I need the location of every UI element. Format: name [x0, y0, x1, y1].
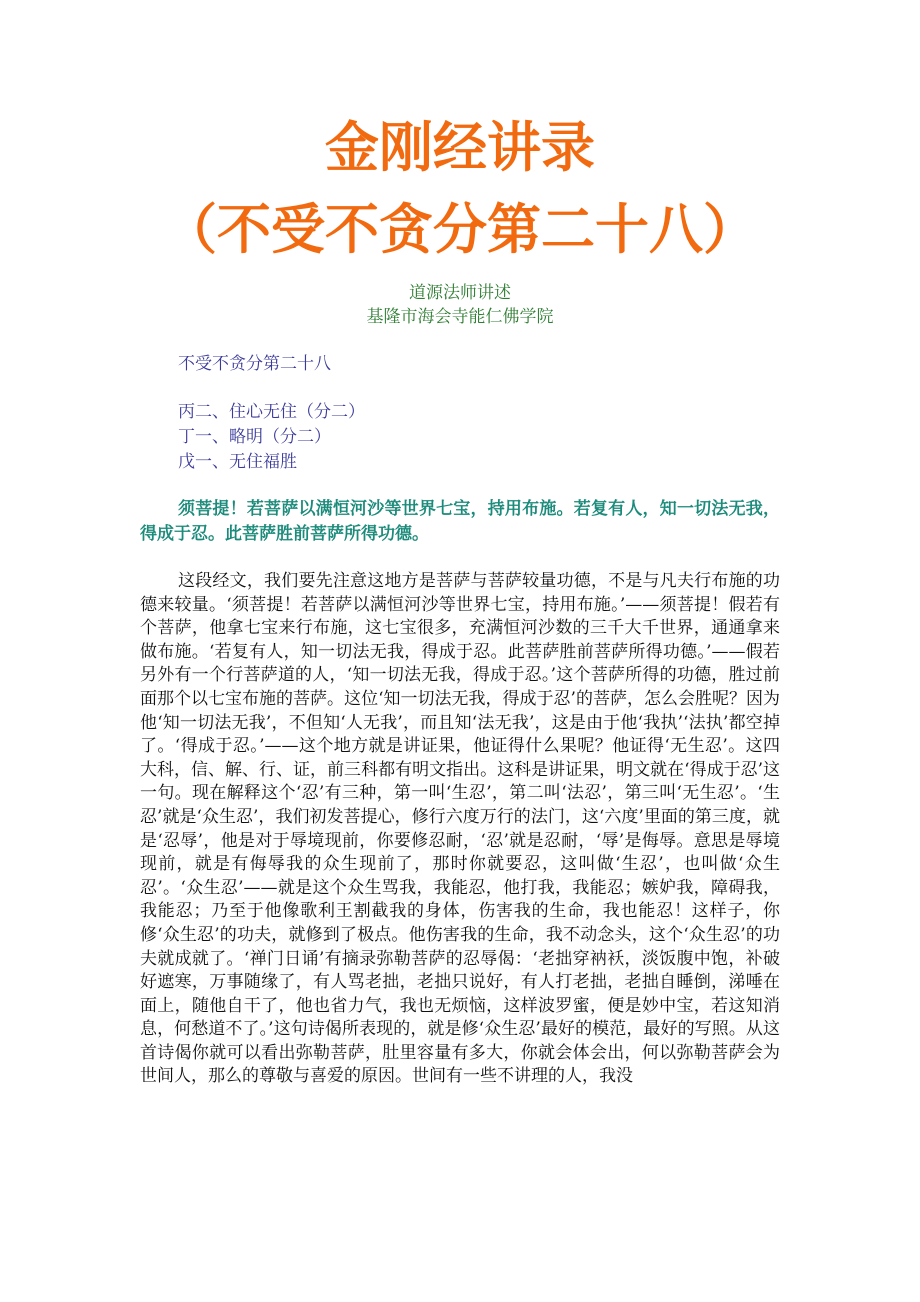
- section-heading: 不受不贪分第二十八: [178, 354, 331, 374]
- outline-item: 戊一、无住福胜: [178, 452, 297, 472]
- institution-credit: 基隆市海会寺能仁佛学院: [366, 307, 554, 327]
- speaker-credit: 道源法师讲述: [409, 283, 511, 303]
- document-title-line-1: 金刚经讲录: [325, 116, 595, 179]
- commentary-paragraph: 这段经文，我们要先注意这地方是菩萨与菩萨较量功德，不是与凡夫行布施的功德来较量。‘须菩提！若菩萨以满恒河沙等世界七宝，持用布施。’——须菩提！假若有个菩萨，他拿七宝来行布施，这七宝很多，充满恒河沙数的三千大千世界，通通拿来做布施。‘若复有人，知一切法无我，得成于忍。此菩萨胜前菩萨所得功德。’——假若另外有一个行菩萨道的人，‘知一切法无我，得成于忍。’这个菩萨所得的功德，胜过前面那个以七宝布施的菩萨。这位‘知一切法无我，得成于忍’的菩萨，怎么会胜呢？因为他‘知一切法无我’，不但知‘人无我’，而且知‘法无我’，这是由于他‘我执’‘法执’都空掉了。‘得成于忍。’——这个地方就是讲证果，他证得什么果呢？他证得‘无生忍’。这四大科，信、解、行、证，前三科都有明文指出。这科是讲证果，明文就在‘得成于忍’这一句。现在解释这个‘忍’有三种，第一叫‘生忍’，第二叫‘法忍’，第三叫‘无生忍’。‘生忍’就是‘众生忍’，我们初发菩提心，修行六度万行的法门，这‘六度’里面的第三度，就是‘忍辱’，他是对于辱境现前，你要修忍耐，‘忍’就是忍耐，‘辱’是侮辱。意思是辱境现前，就是有侮辱我的众生现前了，那时你就要忍，这叫做‘生忍’，也叫做‘众生忍’。‘众生忍’——就是这个众生骂我，我能忍，他打我，我能忍；嫉妒我，障碍我，我能忍；乃至于他像歌利王割截我的身体，伤害我的生命，我也能忍！这样子，你修‘众生忍’的功夫，就修到了极点。他伤害我的生命，我不动念头，这个‘众生忍’的功夫就成就了。‘禅门日诵’有摘录弥勒菩萨的忍辱偈：‘老拙穿衲袄，淡饭腹中饱，补破好遮寒，万事随缘了，有人骂老拙，老拙只说好，有人打老拙，老拙自睡倒，涕唾在面上，随他自干了，他也省力气，我也无烦恼，这样波罗蜜，便是妙中宝，若这知消息，何愁道不了。’这句诗偈所表现的，就是修‘众生忍’最好的模范，最好的写照。从这首诗偈你就可以看出弥勒菩萨，肚里容量有多大，你就会体会出，何以弥勒菩萨会为世间人，那么的尊敬与喜爱的原因。世间有一些不讲理的人，我没: [140, 571, 780, 1087]
- outline-item: 丁一、略明（分二）: [178, 427, 331, 447]
- sutra-passage: 须菩提！若菩萨以满恒河沙等世界七宝，持用布施。若复有人，知一切法无我，得成于忍。此菩萨胜前菩萨所得功德。: [140, 499, 780, 544]
- document-title-line-2: （不受不贪分第二十八）: [163, 198, 757, 261]
- outline-item: 丙二、住心无住（分二）: [178, 402, 365, 422]
